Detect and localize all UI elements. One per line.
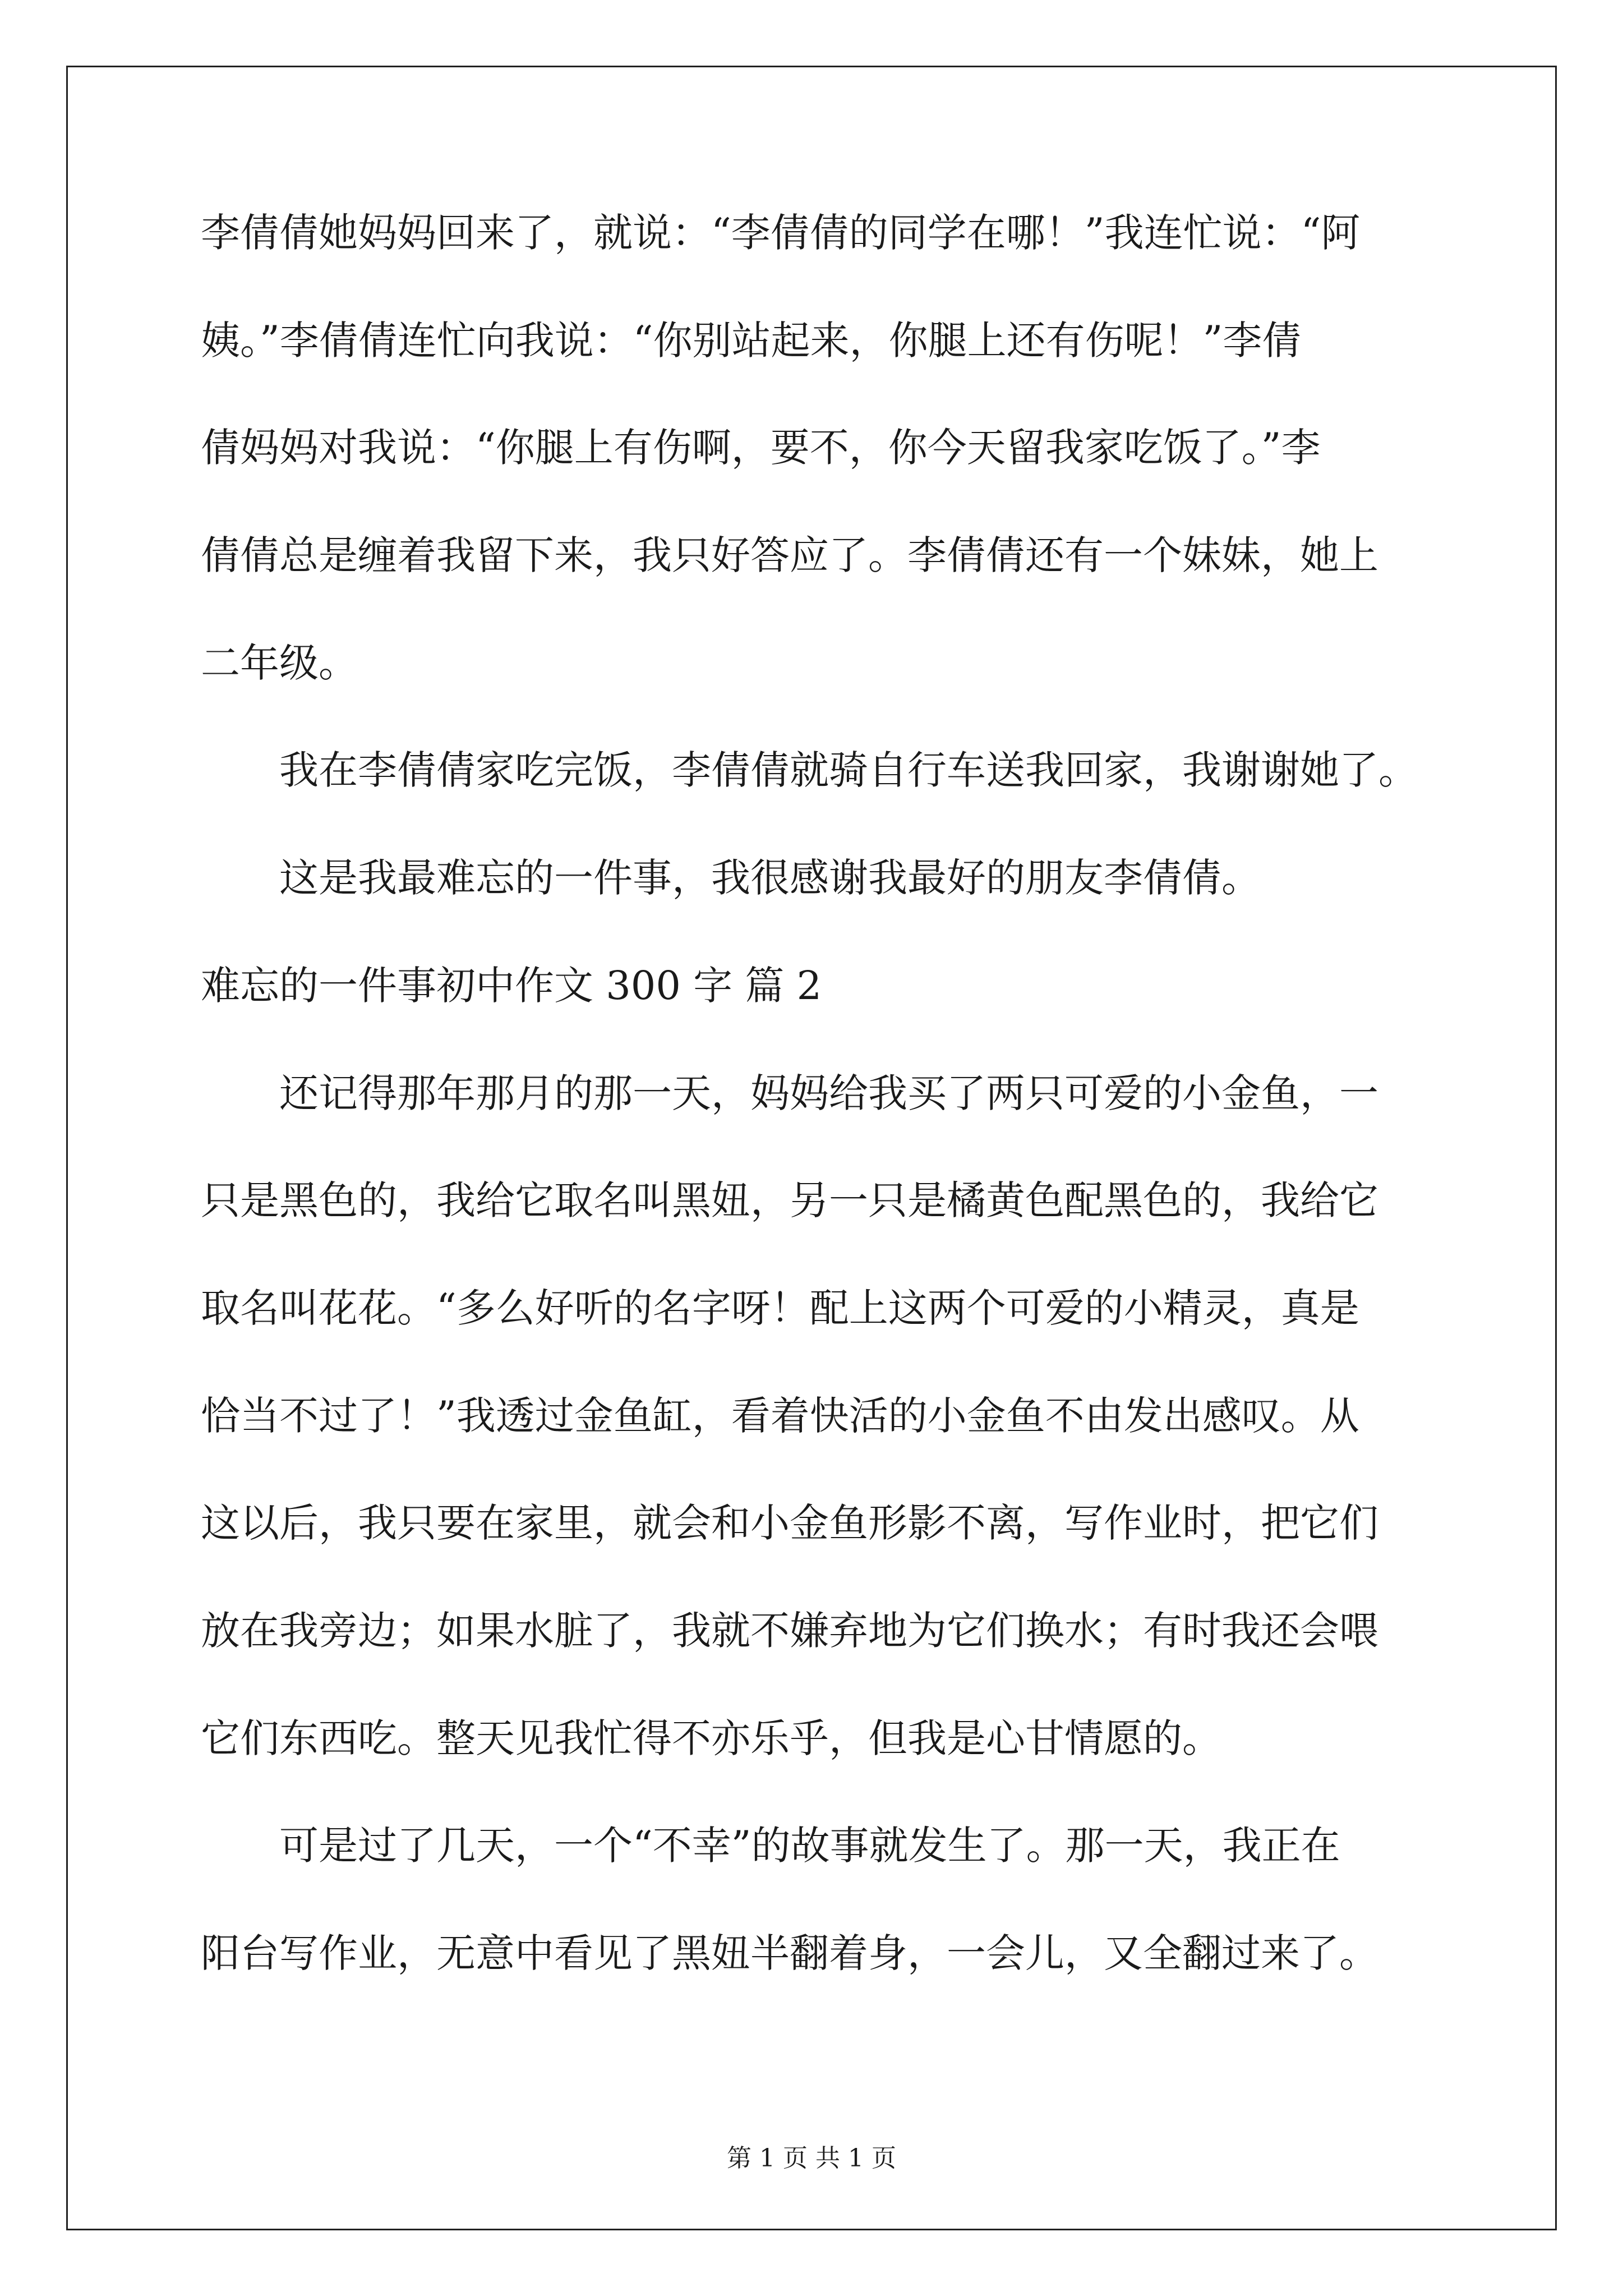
text-line: 还记得那年那月的那一天，妈妈给我买了两只可爱的小金鱼，一 <box>279 1070 1378 1116</box>
text-line: 李倩倩她妈妈回来了，就说：“李倩倩的同学在哪！”我连忙说：“阿 <box>201 210 1361 256</box>
text-line: 取名叫花花。“多么好听的名字呀！配上这两个可爱的小精灵，真是 <box>201 1285 1359 1331</box>
text-line: 倩妈妈对我说：“你腿上有伤啊，要不，你今天留我家吃饭了。”李 <box>201 425 1321 471</box>
text-line: 放在我旁边；如果水脏了，我就不嫌弃地为它们换水；有时我还会喂 <box>201 1607 1378 1654</box>
text-line: 这以后，我只要在家里，就会和小金鱼形影不离，写作业时，把它们 <box>201 1500 1378 1547</box>
text-line: 我在李倩倩家吃完饭，李倩倩就骑自行车送我回家，我谢谢她了。 <box>279 747 1418 794</box>
text-line: 它们东西吃。整天见我忙得不亦乐乎，但我是心甘情愿的。 <box>201 1715 1221 1761</box>
text-line: 只是黑色的，我给它取名叫黑妞，另一只是橘黄色配黑色的，我给它 <box>201 1177 1378 1224</box>
text-line: 恰当不过了！”我透过金鱼缸，看着快活的小金鱼不由发出感叹。从 <box>201 1392 1359 1439</box>
text-line: 阳台写作业，无意中看见了黑妞半翻着身，一会儿，又全翻过来了。 <box>201 1930 1378 1976</box>
text-line: 这是我最难忘的一件事，我很感谢我最好的朋友李倩倩。 <box>279 855 1261 901</box>
text-line: 二年级。 <box>201 639 358 686</box>
text-line: 倩倩总是缠着我留下来，我只好答应了。李倩倩还有一个妹妹，她上 <box>201 532 1378 579</box>
section-heading: 难忘的一件事初中作文 300 字 篇 2 <box>201 962 822 1009</box>
page-footer: 第 1 页 共 1 页 <box>727 2144 896 2173</box>
document-body <box>201 210 1468 2041</box>
text-line: 姨。”李倩倩连忙向我说：“你别站起来，你腿上还有伤呢！”李倩 <box>201 317 1302 364</box>
text-line: 可是过了几天，一个“不幸”的故事就发生了。那一天，我正在 <box>279 1823 1340 1869</box>
